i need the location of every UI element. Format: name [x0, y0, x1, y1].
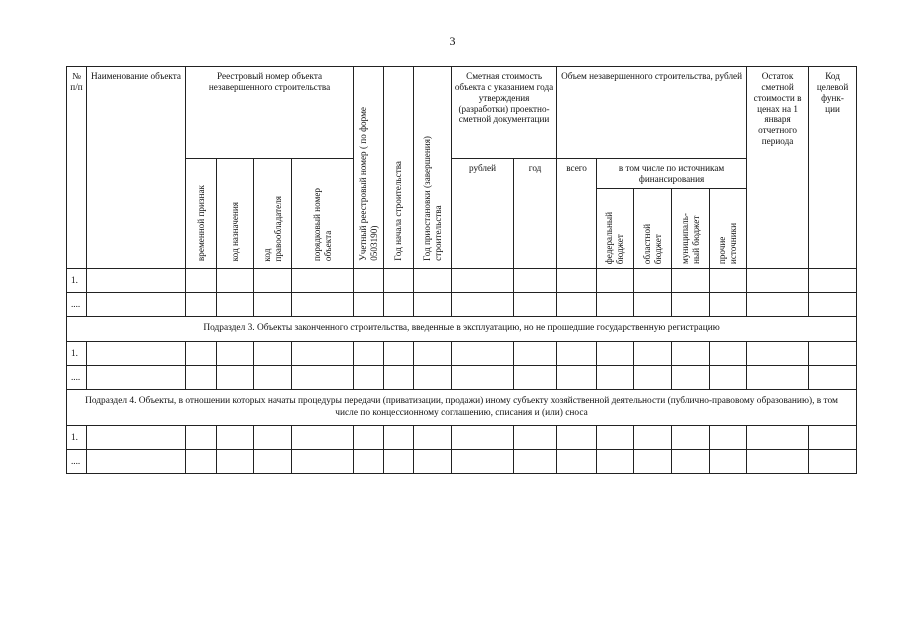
header-estimate-rub: рублей — [452, 159, 514, 269]
header-regional-budget: областной бюджет — [634, 189, 672, 268]
section-row-subsection-4 — [67, 390, 857, 426]
header-estimate-year: год — [514, 159, 557, 269]
table-row — [67, 293, 857, 317]
row-number: 1. — [67, 269, 87, 293]
table-row — [67, 366, 857, 390]
header-time-attribute: временной признак — [186, 159, 217, 269]
table-row — [67, 269, 857, 293]
header-row-1 — [67, 67, 857, 159]
section-row-subsection-3 — [67, 317, 857, 342]
header-account-registry: Учетный реестровый номер ( по форме 0503190) — [354, 67, 384, 269]
section-title: Подраздел 4. Объекты, в отношении которых начаты процедуры передачи (приватизации, продажи) иному субъекту хозяйственной деятельности (публично-правовому образованию), в том числе по концессионному соглашению, списания и (или) сноса — [67, 390, 857, 426]
row-number: 1. — [67, 342, 87, 366]
header-year-start: Год начала строительства — [384, 67, 414, 269]
header-serial-number: порядковый номер объекта — [292, 159, 354, 269]
row-number: .... — [67, 293, 87, 317]
header-municipal-budget: муниципаль- ный бюджет — [672, 189, 710, 268]
header-sources — [597, 159, 747, 269]
header-function-code: Код целевой функ- ции — [809, 67, 857, 269]
row-number: .... — [67, 450, 87, 474]
row-number: .... — [67, 366, 87, 390]
header-other-sources: прочие источники — [717, 222, 739, 264]
table-row — [67, 342, 857, 366]
header-volume-total: всего — [557, 159, 597, 269]
header-num: № п/п — [67, 67, 87, 269]
table-row — [67, 450, 857, 474]
header-federal-budget: федеральный бюджет — [597, 189, 634, 268]
section-title: Подраздел 3. Объекты законченного строительства, введенные в эксплуатацию, но не прошедшие государственную регистрацию — [67, 317, 857, 342]
page-number: 3 — [449, 34, 456, 48]
header-unfinished-volume: Объем незавершенного строительства, рублей — [557, 67, 747, 159]
header-registry-number: Реестровый номер объекта незавершенного строительства — [186, 67, 354, 159]
table-row — [67, 426, 857, 450]
form-table — [66, 66, 857, 474]
header-purpose-code: код назначения — [217, 159, 254, 269]
header-estimate-cost: Сметная стоимость объекта с указанием года утверждения (разработки) проектно-сметной документации — [452, 67, 557, 159]
header-remainder: Остаток сметной стоимости в ценах на 1 января отчетного периода — [747, 67, 809, 269]
header-object-name: Наименование объекта — [87, 67, 186, 269]
row-number: 1. — [67, 426, 87, 450]
header-owner-code: код правообладателя — [254, 159, 292, 269]
header-year-pause: Год приостановки (завершения) строительства — [414, 67, 452, 269]
header-row-2 — [67, 159, 857, 269]
header-sources-title: в том числе по источникам финансирования — [597, 159, 746, 189]
